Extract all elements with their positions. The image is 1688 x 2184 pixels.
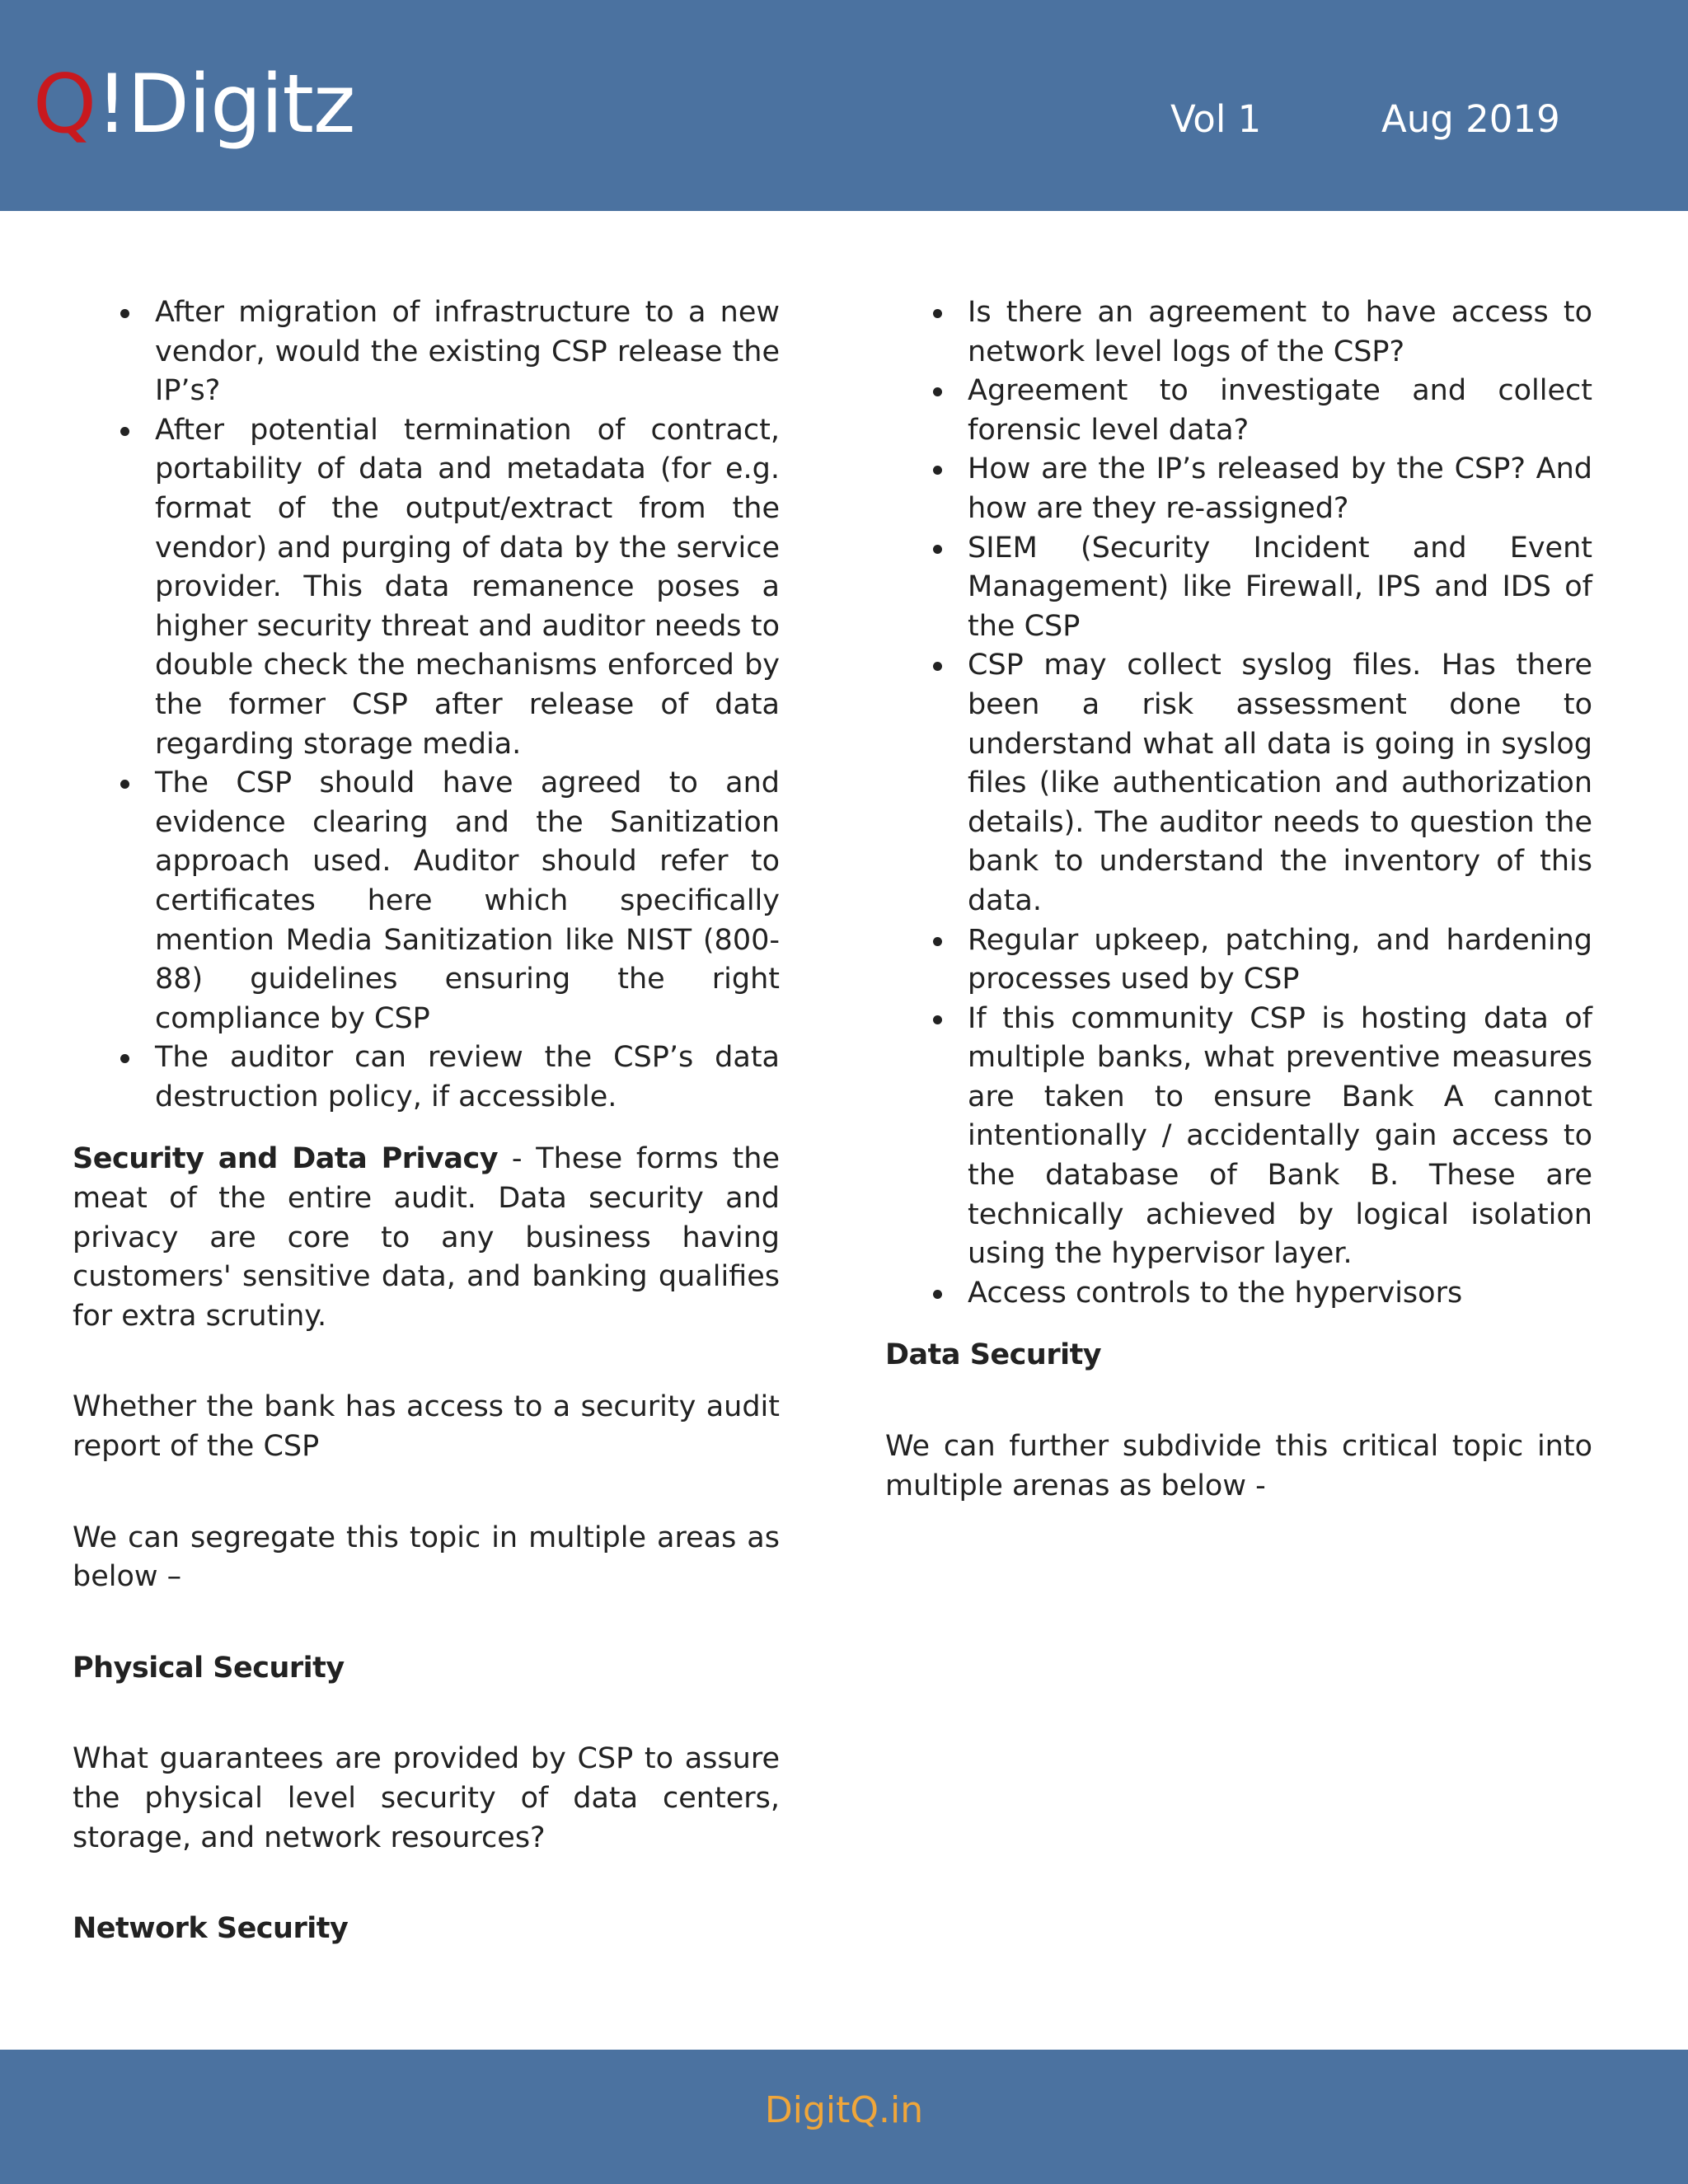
list-item: Access controls to the hypervisors — [885, 1274, 1592, 1314]
brand-logo — [33, 58, 355, 152]
privacy-heading: Security and Data Privacy — [73, 1142, 499, 1176]
volume-label: Vol 1 — [1170, 97, 1262, 141]
list-item: Regular upkeep, patching, and hardening processes used by CSP — [885, 921, 1592, 1000]
right-column — [885, 293, 1592, 1506]
list-item: After potential termination of contract, portability of data and metadata (for e.g. format of the output/extract from the vendor) and purging of data by the service provider. This data remanence poses a higher security threat and auditor needs to double check the mechanisms enforced by the former CSP after release of data regarding storage media. — [73, 411, 780, 764]
list-item: The auditor can review the CSP’s data destruction policy, if accessible. — [73, 1038, 780, 1117]
physical-security-heading: Physical Security — [73, 1651, 345, 1685]
list-item: How are the IP’s released by the CSP? And how are they re-assigned? — [885, 450, 1592, 528]
logo-text: !Digitz — [96, 58, 355, 152]
privacy-paragraph — [73, 1140, 780, 1336]
list-item: If this community CSP is hosting data of multiple banks, what preventive measures are taken to ensure Bank A cannot intentionally / accidentally gain access to the database of Bank B. These are technically achieved by logical isolation using the hypervisor layer. — [885, 1000, 1592, 1274]
right-bullet-list — [885, 293, 1592, 1313]
list-item: SIEM (Security Incident and Event Management) like Firewall, IPS and IDS of the CSP — [885, 529, 1592, 647]
list-item: CSP may collect syslog files. Has there been a risk assessment done to understand what all data is going in syslog files (like authentication and authorization details). The auditor needs to question the bank to understand the inventory of this data. — [885, 646, 1592, 921]
privacy-text: - These forms the meat of the entire audit. Data security and privacy are core to any business having customers' sensitive data, and banking qualifies for extra scrutiny. — [73, 1142, 780, 1333]
segregate-paragraph: We can segregate this topic in multiple areas as below – — [73, 1521, 780, 1594]
left-column — [73, 293, 780, 1949]
issue-date: Aug 2019 — [1381, 97, 1560, 141]
footer-link[interactable]: DigitQ.in — [764, 2089, 924, 2131]
physical-security-paragraph: What guarantees are provided by CSP to assure the physical level security of data centers, storage, and network resources? — [73, 1742, 780, 1854]
left-bullet-list — [73, 293, 780, 1117]
data-security-paragraph: We can further subdivide this critical topic into multiple arenas as below - — [885, 1430, 1592, 1502]
list-item: The CSP should have agreed to and evidence clearing and the Sanitization approach used. Auditor should refer to certificates here which specifically mention Media Sanitization like NIST (800-88) guidelines ensuring the right compliance by CSP — [73, 764, 780, 1038]
network-security-heading: Network Security — [73, 1912, 349, 1946]
data-security-heading: Data Security — [885, 1338, 1102, 1372]
list-item: Agreement to investigate and collect forensic level data? — [885, 372, 1592, 450]
page-footer — [0, 2050, 1688, 2184]
logo-q: Q — [33, 58, 96, 152]
page-header — [0, 0, 1688, 211]
audit-report-paragraph: Whether the bank has access to a security audit report of the CSP — [73, 1390, 780, 1464]
list-item: After migration of infrastructure to a new vendor, would the existing CSP release the IP’s? — [73, 293, 780, 411]
list-item: Is there an agreement to have access to network level logs of the CSP? — [885, 293, 1592, 372]
